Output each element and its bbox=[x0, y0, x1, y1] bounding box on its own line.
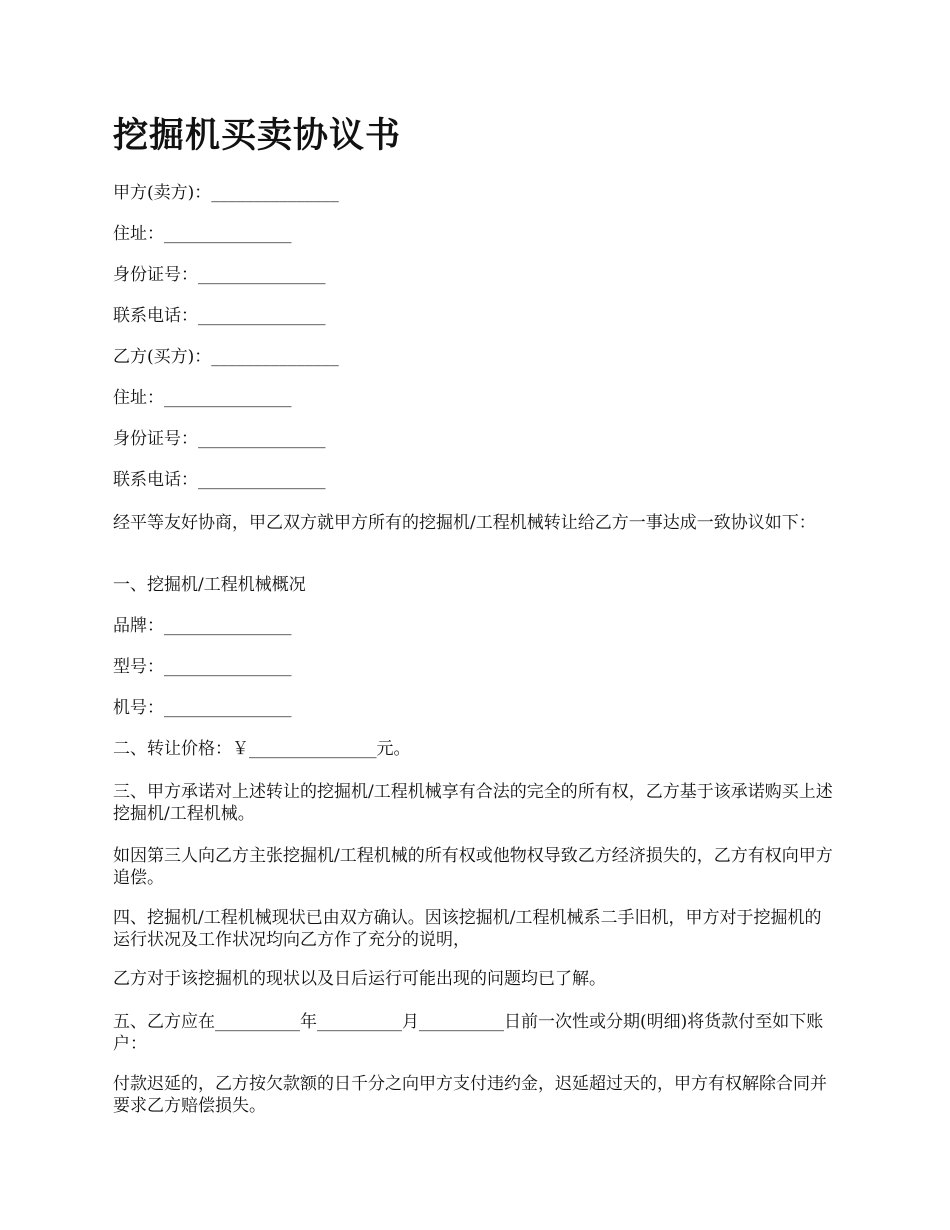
seller-id-field: 身份证号：_______________ bbox=[113, 265, 326, 285]
seller-address-field: 住址：_______________ bbox=[113, 224, 292, 244]
machine-number-field: 机号：_______________ bbox=[113, 698, 292, 718]
section-2-price: 二、转让价格：￥_______________元。 bbox=[113, 739, 411, 759]
section-5-paragraph: 五、乙方应在__________年__________月__________日前一次性或分期(明细)将货款付至如下账户： bbox=[113, 1012, 824, 1054]
section-4-acknowledgement: 乙方对于该挖掘机的现状以及日后运行可能出现的问题均已了解。 bbox=[113, 969, 606, 989]
document-title: 挖掘机买卖协议书 bbox=[113, 115, 402, 156]
buyer-address-field: 住址：_______________ bbox=[113, 388, 292, 408]
buyer-id-field: 身份证号：_______________ bbox=[113, 429, 326, 449]
late-payment-paragraph: 付款迟延的，乙方按欠款额的日千分之向甲方支付违约金，迟延超过天的，甲方有权解除合同并要求乙方赔偿损失。 bbox=[113, 1074, 827, 1116]
brand-field: 品牌：_______________ bbox=[113, 616, 292, 636]
model-field: 型号：_______________ bbox=[113, 657, 292, 677]
section-4-paragraph: 四、挖掘机/工程机械现状已由双方确认。因该挖掘机/工程机械系二手旧机，甲方对于挖掘机的运行状况及工作状况均向乙方作了充分的说明， bbox=[113, 908, 822, 950]
buyer-phone-field: 联系电话：_______________ bbox=[113, 470, 326, 490]
seller-phone-field: 联系电话：_______________ bbox=[113, 306, 326, 326]
section-1-heading: 一、挖掘机/工程机械概况 bbox=[113, 575, 306, 595]
section-3-claim-paragraph: 如因第三人向乙方主张挖掘机/工程机械的所有权或他物权导致乙方经济损失的，乙方有权向甲方追偿。 bbox=[113, 846, 833, 888]
section-3-paragraph: 三、甲方承诺对上述转让的挖掘机/工程机械享有合法的完全的所有权，乙方基于该承诺购买上述挖掘机/工程机械。 bbox=[113, 782, 833, 824]
buyer-name-field: 乙方(买方)：_______________ bbox=[113, 347, 339, 367]
intro-paragraph: 经平等友好协商，甲乙双方就甲方所有的挖掘机/工程机械转让给乙方一事达成一致协议如下： bbox=[113, 513, 816, 533]
seller-name-field: 甲方(卖方)：_______________ bbox=[113, 183, 339, 203]
